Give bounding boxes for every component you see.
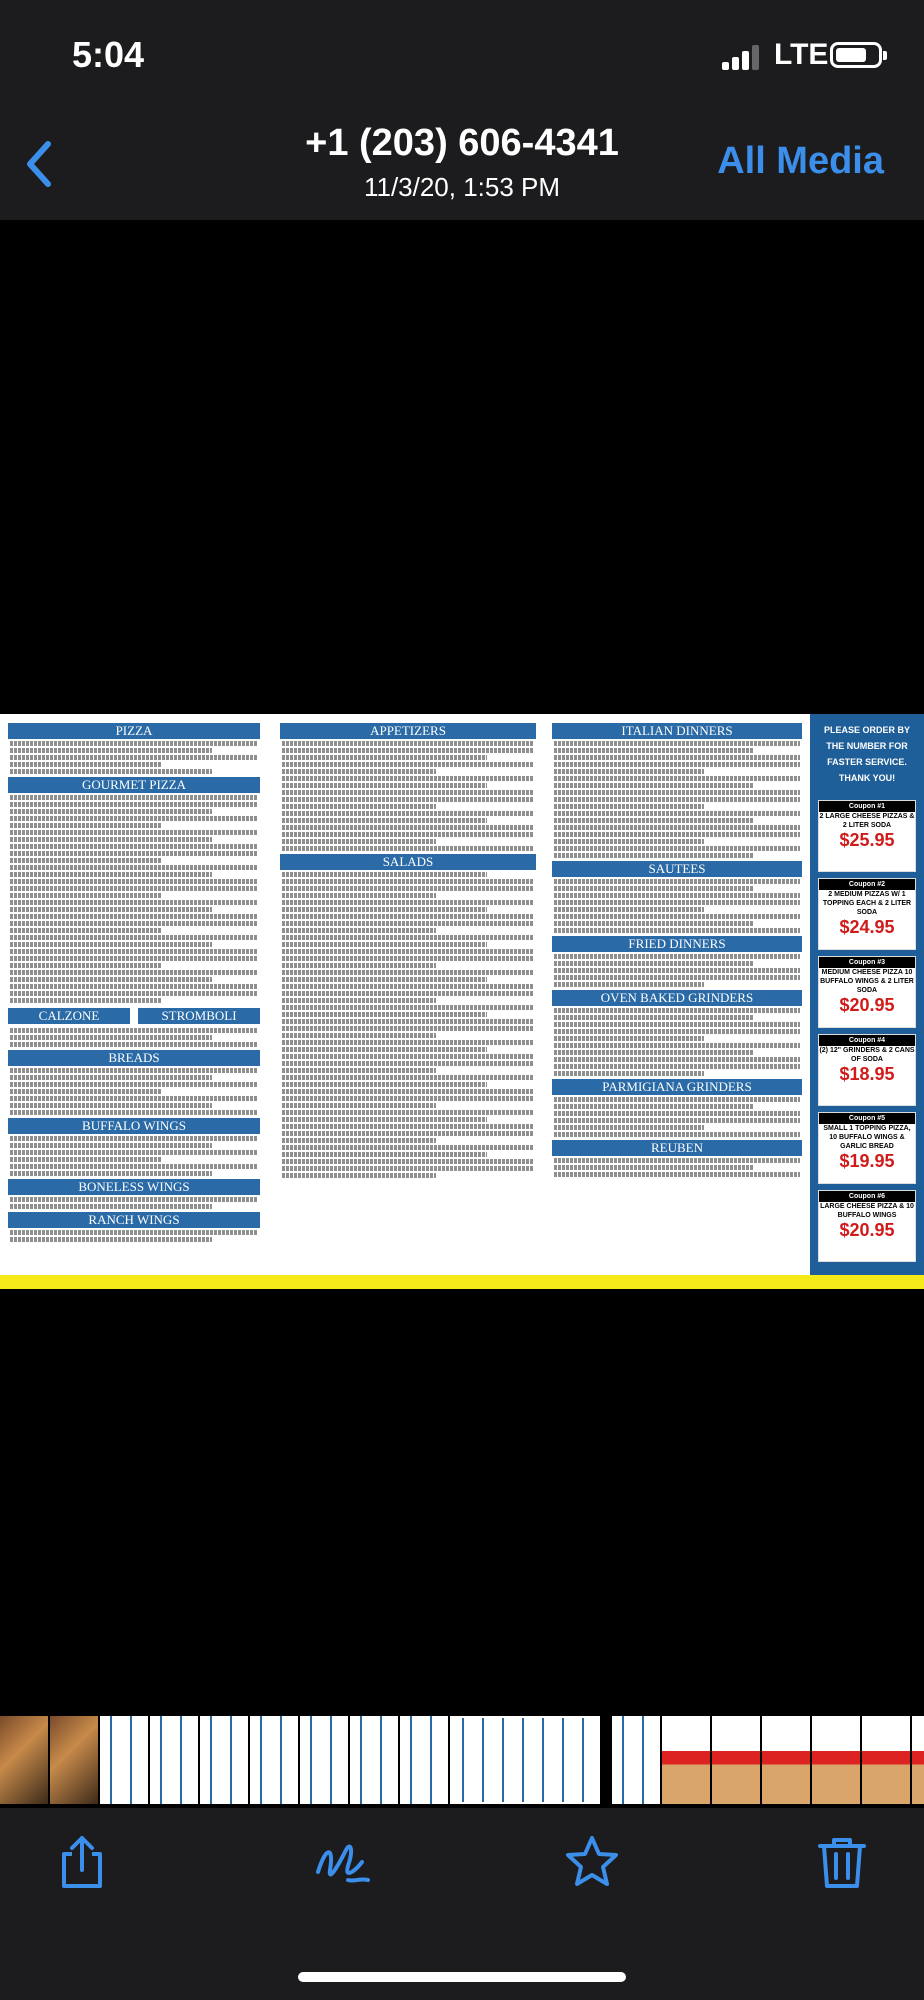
thumbnail[interactable] [662, 1716, 710, 1804]
coupon: Coupon #3 MEDIUM CHEESE PIZZA 10 BUFFALO WINGS & 2 LITER SODA $20.95 [818, 956, 916, 1028]
menu-section-title: PIZZA [8, 723, 260, 739]
status-bar [0, 0, 924, 110]
thumbnail[interactable] [50, 1716, 98, 1804]
menu-footer-bar [0, 1275, 924, 1289]
battery-icon [830, 42, 882, 68]
photo-viewer[interactable] [0, 220, 924, 1710]
coupon: Coupon #1 2 LARGE CHEESE PIZZAS & 2 LITER SODA $25.95 [818, 800, 916, 872]
menu-section-title: PARMIGIANA GRINDERS [552, 1079, 802, 1095]
coupon-header: PLEASE ORDER BY THE NUMBER FOR FASTER SERVICE. THANK YOU! [823, 725, 910, 783]
thumbnail[interactable] [712, 1716, 760, 1804]
coupon: Coupon #5 SMALL 1 TOPPING PIZZA, 10 BUFFALO WINGS & GARLIC BREAD $19.95 [818, 1112, 916, 1184]
delete-button[interactable] [812, 1832, 872, 1892]
menu-section-title: REUBEN [552, 1140, 802, 1156]
menu-section-title: APPETIZERS [280, 723, 536, 739]
signal-icon [722, 44, 764, 70]
coupon-panel [810, 714, 924, 1275]
menu-section-title: SAUTEES [552, 861, 802, 877]
menu-section-title: SALADS [280, 854, 536, 870]
home-indicator [298, 1972, 626, 1982]
menu-section-title: OVEN BAKED GRINDERS [552, 990, 802, 1006]
markup-icon [312, 1832, 372, 1892]
menu-section-title: BREADS [8, 1050, 260, 1066]
menu-section-title: CALZONE [8, 1008, 130, 1024]
thumbnail[interactable] [300, 1716, 348, 1804]
menu-photo[interactable] [0, 714, 924, 1289]
menu-section-title: ITALIAN DINNERS [552, 723, 802, 739]
menu-section-title: GOURMET PIZZA [8, 777, 260, 793]
thumbnail[interactable] [100, 1716, 148, 1804]
thumbnail[interactable] [400, 1716, 448, 1804]
thumbnail[interactable] [150, 1716, 198, 1804]
share-icon [52, 1832, 112, 1892]
message-date: 11/3/20, 1:53 PM [363, 172, 561, 202]
menu-column-right [552, 720, 802, 1268]
thumbnail[interactable] [812, 1716, 860, 1804]
coupon: Coupon #4 (2) 12" GRINDERS & 2 CANS OF SODA $18.95 [818, 1034, 916, 1106]
thumbnail-strip[interactable] [0, 1710, 924, 1808]
conversation-title: +1 (203) 606-4341 [305, 122, 619, 164]
thumbnail[interactable] [250, 1716, 298, 1804]
favorite-button[interactable] [562, 1832, 622, 1892]
thumbnail[interactable] [862, 1716, 910, 1804]
menu-section-title: BONELESS WINGS [8, 1179, 260, 1195]
trash-icon [812, 1832, 872, 1892]
thumbnail[interactable] [762, 1716, 810, 1804]
menu-column-left [8, 720, 260, 1268]
menu-section-title: BUFFALO WINGS [8, 1118, 260, 1134]
bottom-toolbar [0, 1808, 924, 2000]
menu-column-middle [280, 720, 536, 1268]
menu-section-title: FRIED DINNERS [552, 936, 802, 952]
clock: 5:04 [72, 34, 145, 75]
all-media-button[interactable]: All Media [717, 140, 884, 182]
navigation-bar [0, 110, 924, 220]
share-button[interactable] [52, 1832, 112, 1892]
coupon: Coupon #2 2 MEDIUM PIZZAS W/ 1 TOPPING EACH & 2 LITER SODA $24.95 [818, 878, 916, 950]
thumbnail[interactable] [350, 1716, 398, 1804]
menu-section-title: RANCH WINGS [8, 1212, 260, 1228]
thumbnail-selected[interactable] [450, 1716, 600, 1804]
coupon: Coupon #6 LARGE CHEESE PIZZA & 10 BUFFALO WINGS $20.95 [818, 1190, 916, 1262]
markup-button[interactable] [312, 1832, 372, 1892]
thumbnail[interactable] [200, 1716, 248, 1804]
menu-section-title: STROMBOLI [138, 1008, 260, 1024]
favorite-star-icon [562, 1832, 622, 1892]
thumbnail[interactable] [912, 1716, 924, 1804]
thumbnail[interactable] [612, 1716, 660, 1804]
network-type: LTE [774, 38, 829, 71]
thumbnail[interactable] [0, 1716, 48, 1804]
